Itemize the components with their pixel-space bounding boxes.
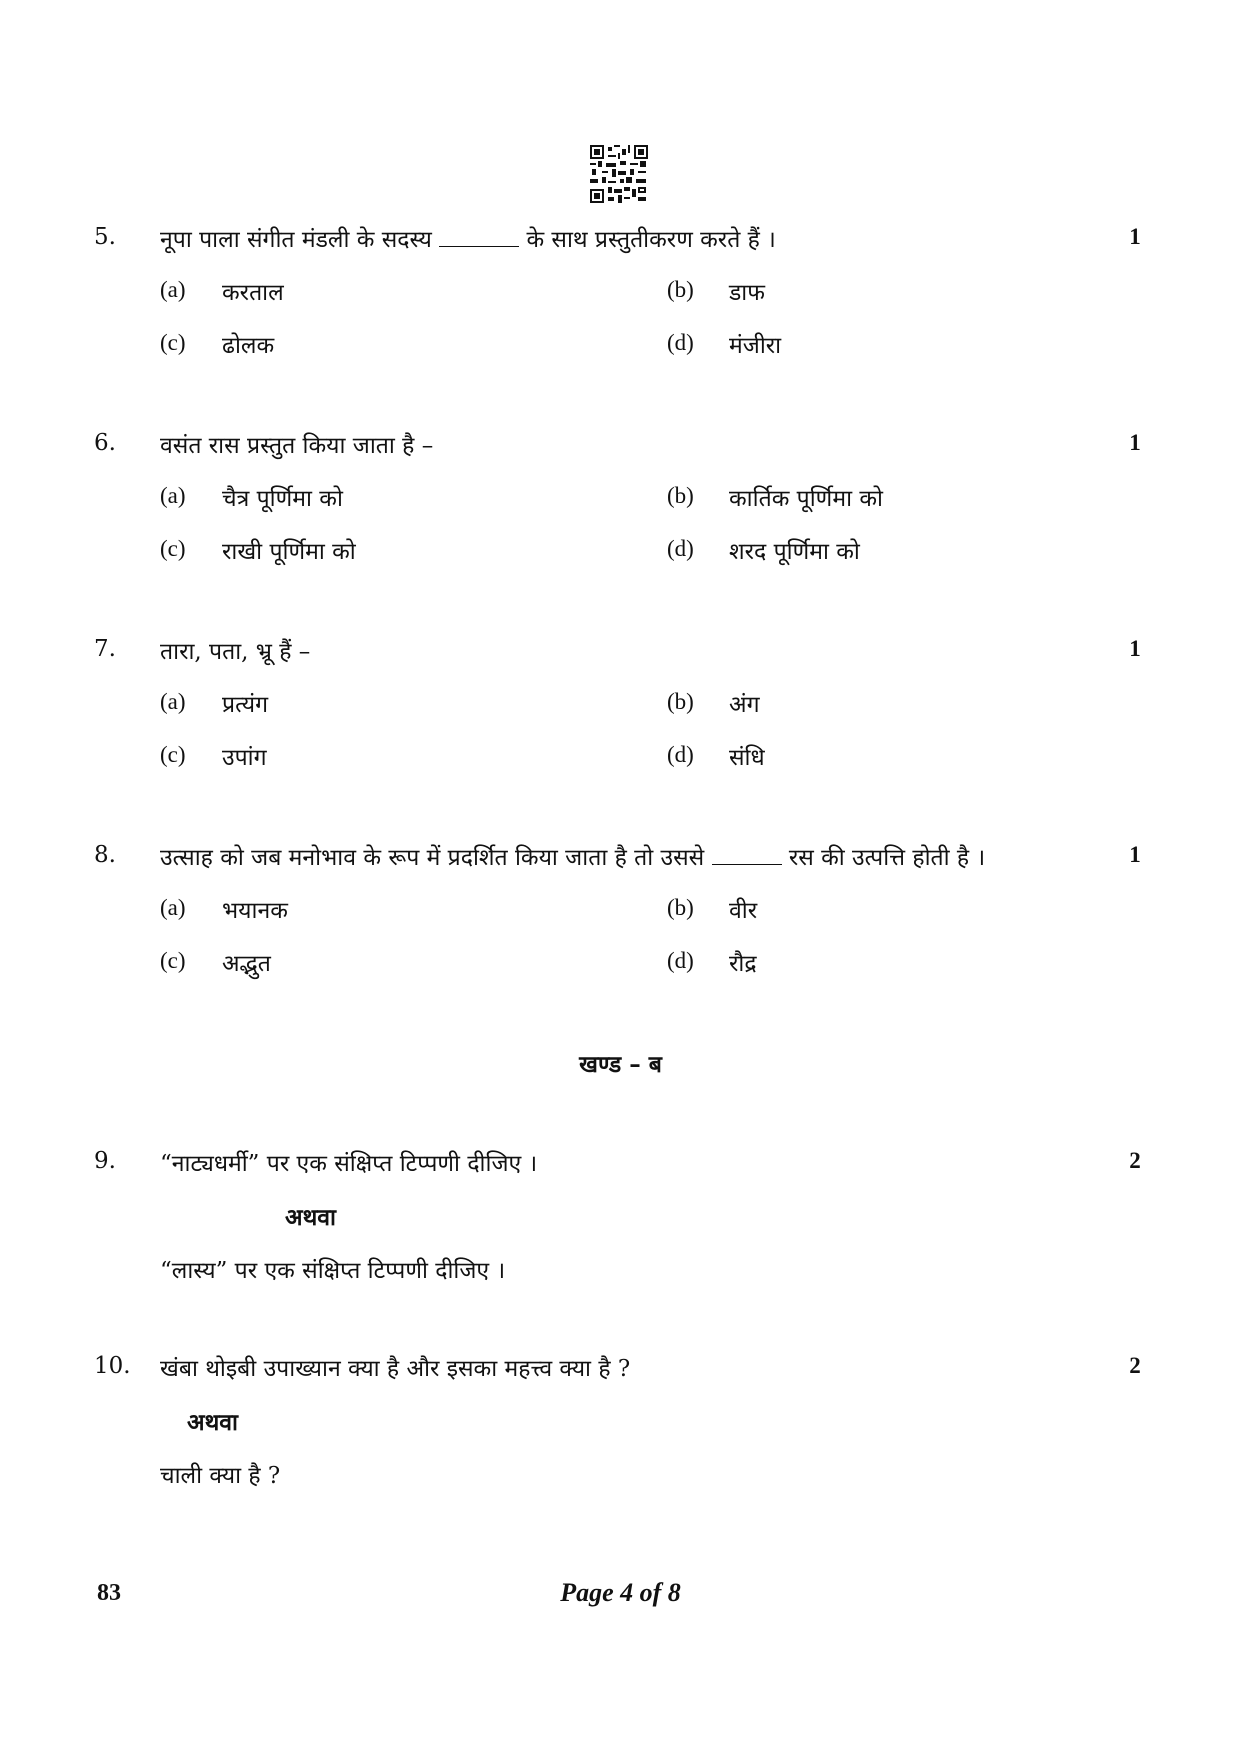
question-text-before: उत्साह को जब मनोभाव के रूप में प्रदर्शित किया जाता है तो उससे: [160, 845, 705, 871]
option-label: (b): [667, 483, 694, 508]
option-text: संधि: [729, 745, 765, 771]
option-text: डाफ: [729, 280, 765, 306]
option-text: रौद्र: [729, 951, 757, 977]
question-text: तारा, पता, भ्रू हैं –: [160, 639, 311, 665]
question-marks: 1: [1129, 224, 1141, 249]
option-label: (b): [667, 277, 694, 302]
option-text: भयानक: [222, 898, 288, 924]
option-text: अद्भुत: [222, 951, 271, 977]
fill-blank: [712, 863, 782, 865]
question-text-after: के साथ प्रस्तुतीकरण करते हैं ।: [526, 227, 776, 253]
option-text: प्रत्यंग: [222, 692, 269, 718]
option-text: चैत्र पूर्णिमा को: [222, 486, 343, 512]
question-marks: 1: [1129, 430, 1141, 455]
option-text: करताल: [222, 280, 284, 306]
page-number: Page 4 of 8: [560, 1578, 681, 1607]
question-number: 10.: [94, 1353, 131, 1379]
question-text-before: नूपा पाला संगीत मंडली के सदस्य: [160, 227, 432, 253]
option-label: (c): [160, 536, 186, 561]
section-heading: खण्ड – ब: [579, 1051, 662, 1078]
option-text: उपांग: [222, 745, 267, 771]
option-label: (d): [667, 948, 694, 973]
option-label: (d): [667, 536, 694, 561]
option-text: शरद पूर्णिमा को: [729, 539, 860, 565]
option-label: (d): [667, 742, 694, 767]
question-number: 9.: [94, 1148, 116, 1174]
option-label: (a): [160, 483, 186, 508]
option-text: कार्तिक पूर्णिमा को: [729, 486, 883, 512]
question-marks: 2: [1129, 1148, 1141, 1173]
option-text: ढोलक: [222, 333, 275, 359]
alternate-question-text: “लास्य” पर एक संक्षिप्त टिप्पणी दीजिए ।: [160, 1258, 506, 1284]
option-text: वीर: [729, 898, 758, 924]
option-label: (a): [160, 895, 186, 920]
question-text: [160, 222, 776, 254]
question-marks: 1: [1129, 636, 1141, 661]
or-label: अथवा: [187, 1409, 239, 1436]
option-label: (a): [160, 689, 186, 714]
option-label: (d): [667, 330, 694, 355]
option-label: (b): [667, 895, 694, 920]
option-label: (c): [160, 948, 186, 973]
option-label: (c): [160, 742, 186, 767]
question-number: 7.: [94, 636, 116, 662]
question-text: [160, 840, 985, 872]
option-label: (b): [667, 689, 694, 714]
or-label: अथवा: [285, 1204, 337, 1231]
qr-code-icon: [590, 145, 648, 203]
fill-blank: [439, 245, 519, 247]
question-text-after: रस की उत्पत्ति होती है ।: [788, 845, 986, 871]
question-number: 6.: [94, 430, 116, 456]
option-text: मंजीरा: [729, 333, 782, 359]
alternate-question-text: चाली क्या है ?: [160, 1463, 281, 1489]
option-label: (c): [160, 330, 186, 355]
option-label: (a): [160, 277, 186, 302]
option-text: अंग: [729, 692, 760, 718]
question-text: वसंत रास प्रस्तुत किया जाता है –: [160, 433, 434, 459]
question-number: 8.: [94, 842, 116, 868]
question-text: खंबा थोइबी उपाख्यान क्या है और इसका महत्त्व क्या है ?: [160, 1356, 631, 1382]
option-text: राखी पूर्णिमा को: [222, 539, 356, 565]
paper-code: 83: [97, 1580, 121, 1606]
question-number: 5.: [94, 224, 116, 250]
question-text: “नाट्यधर्मी” पर एक संक्षिप्त टिप्पणी दीजिए ।: [160, 1151, 538, 1177]
question-marks: 2: [1129, 1353, 1141, 1378]
question-marks: 1: [1129, 842, 1141, 867]
